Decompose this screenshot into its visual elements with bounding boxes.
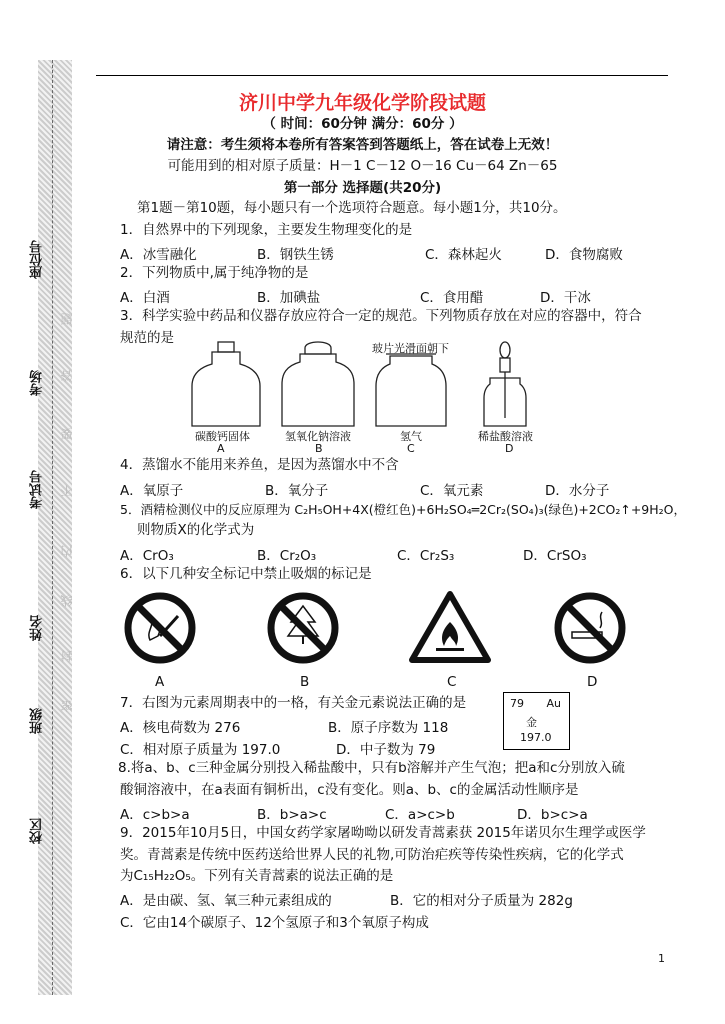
question-5-cont: 则物质X的化学式为 <box>137 522 255 538</box>
flammable-warning-sign-icon <box>412 594 488 660</box>
seat-label: 座位号 <box>30 240 45 279</box>
reagent-bottle-b <box>282 342 354 426</box>
q3-note: 玻片光滑面朝下 <box>372 342 449 355</box>
question-9-cont2: 为C₁₅H₂₂O₅。下列有关青蒿素的说法正确的是 <box>120 868 394 884</box>
seal-char: 内 <box>60 545 74 557</box>
seal-char: 密 <box>60 700 74 712</box>
atomic-number: 79 <box>510 697 524 710</box>
reagent-bottle-a <box>192 342 260 426</box>
page-title: 济川中学九年级化学阶段试题 <box>238 92 486 114</box>
section-heading: 第一部分 选择题(共20分) <box>283 180 442 196</box>
q7-option-c: C．相对原子质量为 197.0 <box>120 742 281 758</box>
question-2: 2．下列物质中,属于纯净物的是 <box>120 265 309 281</box>
name-label: 姓名 <box>30 615 45 641</box>
q3-label-a: 碳酸钙固体 <box>195 430 250 443</box>
q3-letter-b: B <box>315 442 323 455</box>
question-6: 6．以下几种安全标记中禁止吸烟的标记是 <box>120 566 372 582</box>
q2-option-b: B．加碘盐 <box>257 290 321 306</box>
q1-option-b: B．钢铁生锈 <box>257 247 334 263</box>
safety-signs <box>120 588 640 668</box>
q8-option-c: C．a>c>b <box>385 807 455 823</box>
binding-line <box>52 60 53 995</box>
q1-option-a: A．冰雪融化 <box>120 247 197 263</box>
q3-label-d: 稀盐酸溶液 <box>478 430 533 443</box>
element-symbol: Au <box>546 697 561 710</box>
question-9-cont: 奖。青蒿素是传统中医药送给世界人民的礼物,可防治疟疾等传染性疾病，它的化学式 <box>120 847 624 863</box>
seal-char: 不 <box>60 485 74 497</box>
exam-number-label: 考试号 <box>30 470 45 509</box>
header-rule <box>96 75 668 76</box>
q7-option-d: D．中子数为 79 <box>336 742 436 758</box>
question-9: 9．2015年10月5日，中国女药学家屠呦呦以研发青蒿素获 2015年诺贝尔生理学或医学 <box>120 825 646 841</box>
q6-letter-a: A <box>155 674 165 690</box>
school-label: 校区 <box>30 818 45 844</box>
question-8: 8.将a、b、c三种金属分别投入稀盐酸中，只有b溶解并产生气泡；把a和c分别放入硫 <box>118 760 625 776</box>
q2-option-c: C．食用醋 <box>420 290 484 306</box>
q5-option-a: A．CrO₃ <box>120 548 174 564</box>
binding-strip <box>38 60 72 995</box>
page-number: 1 <box>658 952 665 965</box>
subtitle: （ 时间：60分钟 满分：60分 ） <box>262 116 463 132</box>
q7-option-a: A．核电荷数为 276 <box>120 720 241 736</box>
q1-option-c: C．森林起火 <box>425 247 502 263</box>
element-name: 金 <box>526 716 537 729</box>
seal-char: 要 <box>60 428 74 440</box>
q9-option-c: C．它由14个碳原子、12个氢原子和3个氧原子构成 <box>120 915 429 931</box>
question-7: 7．右图为元素周期表中的一格，有关金元素说法正确的是 <box>120 695 467 711</box>
q4-option-d: D．水分子 <box>545 483 610 499</box>
q3-letter-c: C <box>407 442 415 455</box>
q5-option-c: C．Cr₂S₃ <box>397 548 455 564</box>
notice: 请注意：考生须将本卷所有答案答到答题纸上，答在试卷上无效！ <box>166 137 559 153</box>
q8-option-b: B．b>a>c <box>257 807 327 823</box>
q7-option-b: B．原子序数为 118 <box>328 720 449 736</box>
gas-jar-c <box>376 354 446 426</box>
no-smoking-sign-icon <box>558 596 622 660</box>
seal-char: 线 <box>60 595 74 607</box>
question-5: 5．酒精检测仪中的反应原理为 C₂H₅OH+4X(橙红色)+6H₂SO₄═2Cr₂(SO₄)₃(绿色)+2CO₂↑+9H₂O， <box>120 502 686 517</box>
question-3: 3．科学实验中药品和仪器存放应符合一定的规范。下列物质存放在对应的容器中，符合 <box>120 308 642 324</box>
q5-option-d: D．CrSO₃ <box>523 548 587 564</box>
q3-letter-d: D <box>505 442 514 455</box>
q9-option-b: B．它的相对分子质量为 282g <box>390 893 573 909</box>
q4-option-b: B．氧分子 <box>265 483 329 499</box>
atomic-mass: 197.0 <box>520 731 552 744</box>
room-label: 考场 <box>30 370 45 396</box>
q8-option-a: A．c>b>a <box>120 807 190 823</box>
q3-letter-a: A <box>217 442 225 455</box>
question-4: 4．蒸馏水不能用来养鱼，是因为蒸馏水中不含 <box>120 457 399 473</box>
q3-label-b: 氢氧化钠溶液 <box>285 430 351 443</box>
no-forest-fire-sign-icon <box>271 596 335 660</box>
seal-char: 题 <box>60 313 74 325</box>
q4-option-c: C．氧元素 <box>420 483 484 499</box>
q4-option-a: A．氧原子 <box>120 483 184 499</box>
q2-option-a: A．白酒 <box>120 290 170 306</box>
no-fire-sign-icon <box>128 596 192 660</box>
q2-option-d: D．干冰 <box>540 290 591 306</box>
atomic-masses: 可能用到的相对原子质量：H－1 C－12 O－16 Cu－64 Zn－65 <box>167 158 558 174</box>
q9-option-a: A．是由碳、氢、氧三种元素组成的 <box>120 893 332 909</box>
q3-label-c: 氢气 <box>400 430 422 443</box>
question-3-cont: 规范的是 <box>120 330 174 346</box>
seal-char: 封 <box>60 650 74 662</box>
q8-option-d: D．b>c>a <box>517 807 588 823</box>
q6-letter-d: D <box>587 674 598 690</box>
question-1: 1．自然界中的下列现象，主要发生物理变化的是 <box>120 222 413 238</box>
q1-option-d: D．食物腐败 <box>545 247 623 263</box>
question-8-cont: 酸铜溶液中，在a表面有铜析出，c没有变化。则a、b、c的金属活动性顺序是 <box>120 782 579 798</box>
q6-letter-b: B <box>300 674 310 690</box>
q6-letter-c: C <box>447 674 457 690</box>
class-label: 班级 <box>30 708 45 734</box>
seal-char: 答 <box>60 370 74 382</box>
periodic-table-cell <box>503 692 570 750</box>
dropper-bottle-d <box>484 342 526 426</box>
section-intro: 第1题－第10题，每小题只有一个选项符合题意。每小题1分，共10分。 <box>137 200 567 216</box>
q5-option-b: B．Cr₂O₃ <box>257 548 317 564</box>
